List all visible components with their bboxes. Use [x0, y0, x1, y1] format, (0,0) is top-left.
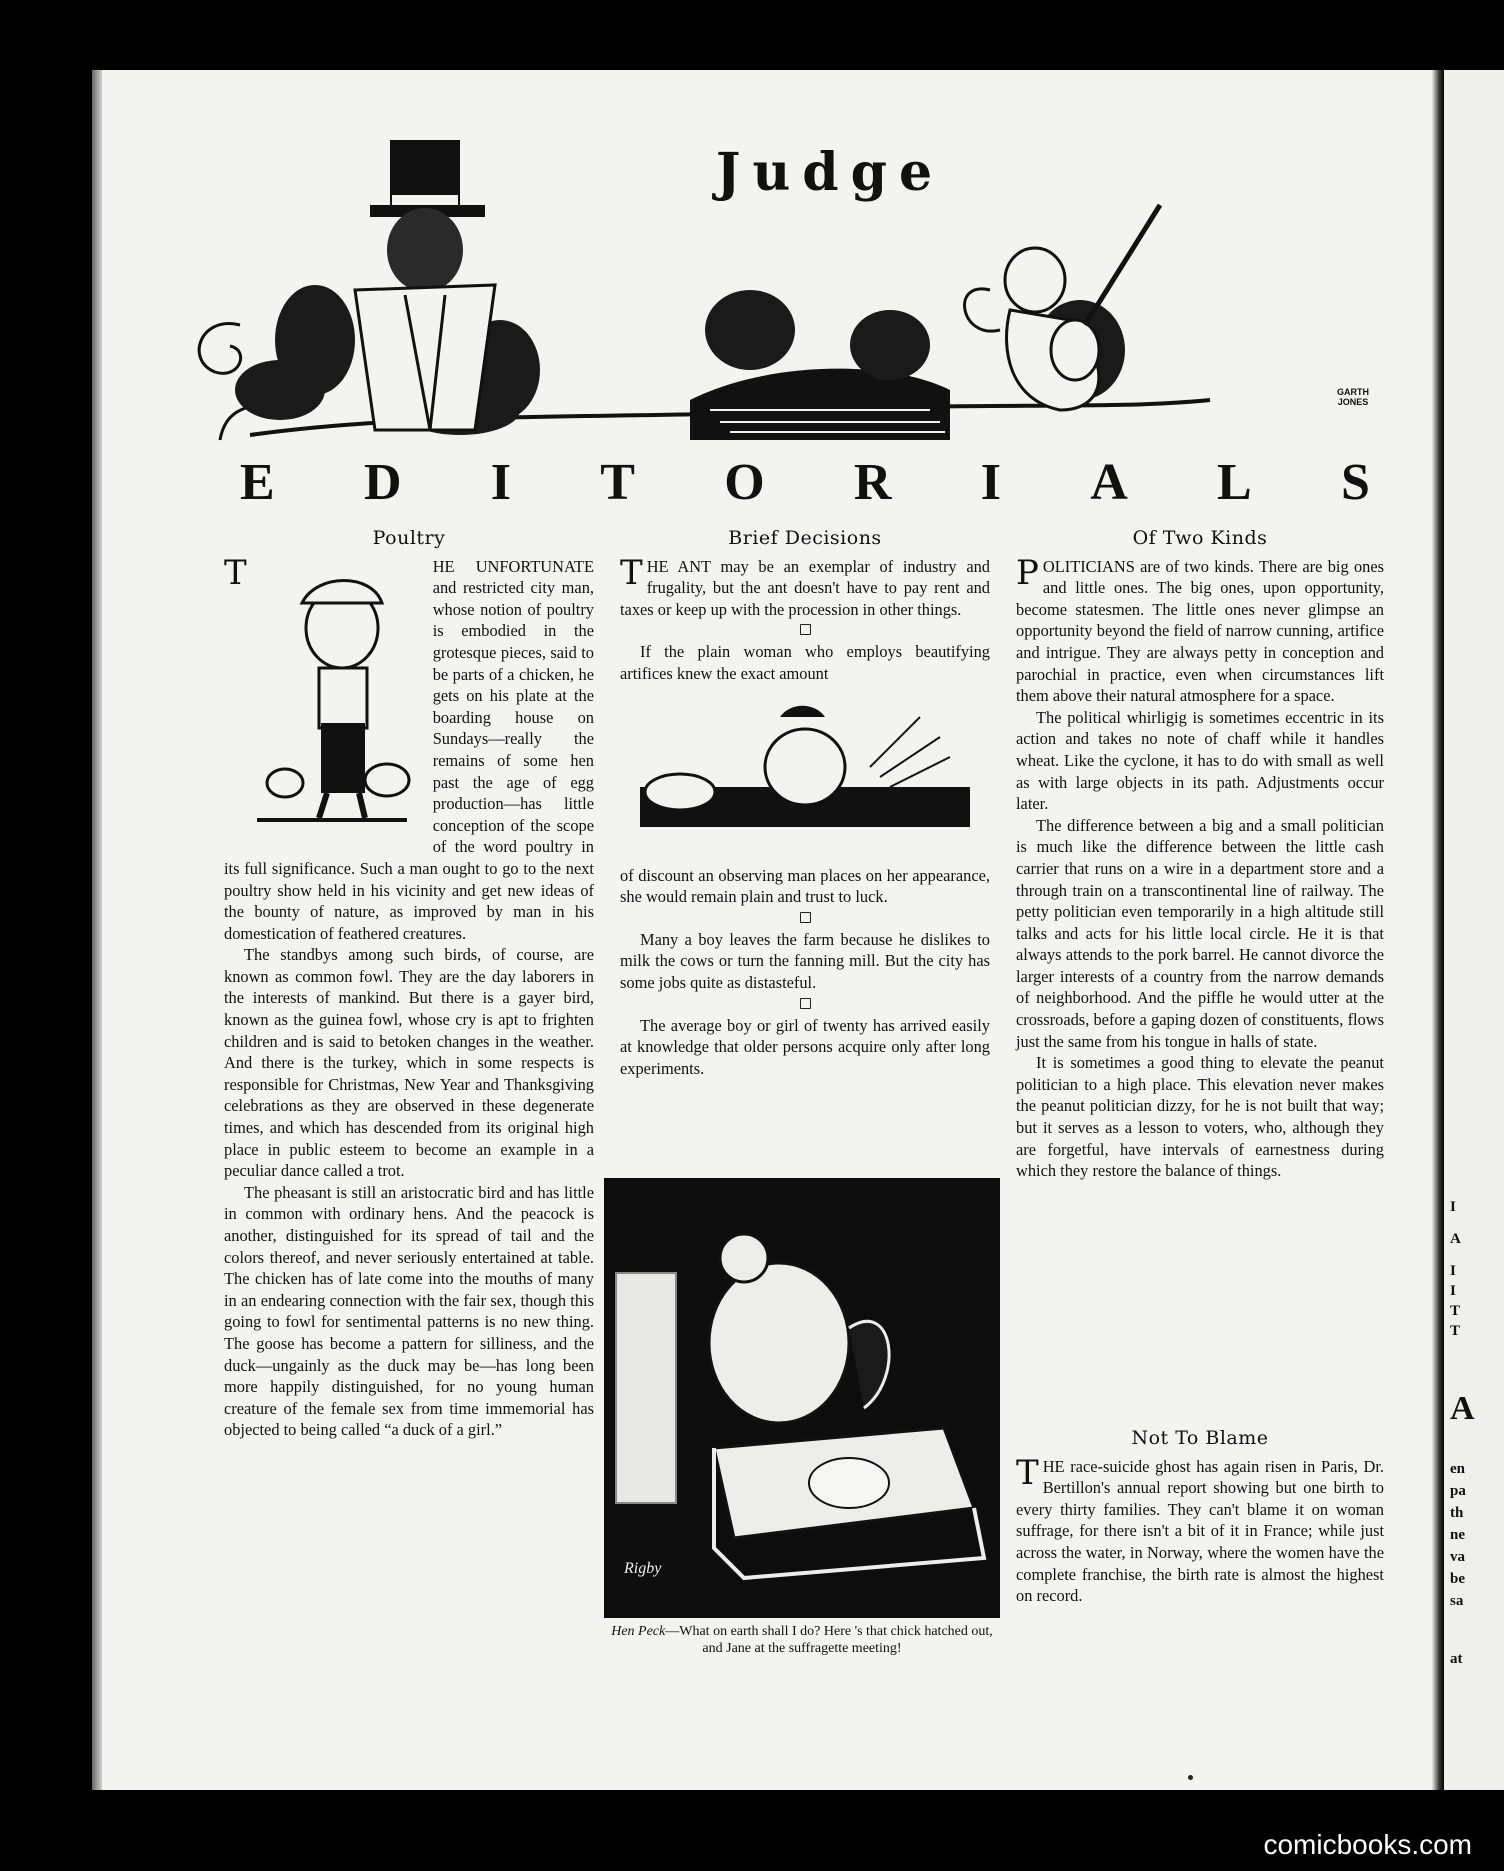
drop-cap: T [224, 552, 247, 593]
editorial-paragraph [1016, 1452, 1384, 1607]
editorial-heading: Not To Blame [1131, 1427, 1269, 1449]
adjacent-text-fragment: va [1450, 1549, 1465, 1565]
title-letter: T [600, 453, 635, 511]
paragraph-text: HE race-suicide ghost has again risen in Paris, Dr. Bertillon's annual report showing but one birth to every thirty families. They can't blame it on woman suffrage, for there isn't a bit of it in France; while just across the water, in Norway, where the women have the complete franchise, the birth rate is almost the highest on record. [1016, 1456, 1384, 1606]
drop-cap: T [1016, 1452, 1039, 1493]
editorial-heading: Brief Decisions [728, 527, 882, 549]
title-letter: L [1217, 453, 1252, 511]
editorial-not-to-blame [1016, 1428, 1384, 1607]
editorial-heading: Of Two Kinds [1132, 527, 1268, 549]
section-title [240, 452, 1370, 512]
title-letter: E [240, 453, 275, 511]
drop-cap: P [1016, 552, 1039, 593]
field-illustration [690, 369, 950, 440]
mandolin [1051, 320, 1099, 380]
title-letter: A [1090, 453, 1128, 511]
adjacent-text-fragment: T [1450, 1323, 1461, 1339]
editorial-brief-decisions [620, 528, 990, 1079]
cartoon-artwork [604, 1178, 1000, 1618]
editorial-paragraph [620, 552, 990, 621]
editorial-paragraph: The standbys among such birds, of course, are known as common fowl. They are the day laborers in the interests of mankind. But there is a gayer bird, known as the guinea fowl, whose cry is apt to frighten children and is said to betoken changes in the weather. And there is the turkey, which in some respects is responsible for Christmas, New Year and Thanksgiving celebrations as they are observed in these degenerate times, and which has descended from its original high place in public esteem to become an example in a peculiar dance called a trot. [224, 945, 594, 1181]
cartoon-caption [604, 1623, 1000, 1657]
adjacent-text-fragment: I [1450, 1199, 1456, 1215]
editorial-paragraph [224, 552, 594, 945]
adjacent-text-fragment: en [1450, 1461, 1465, 1477]
uncle-sam-figure [355, 140, 495, 430]
adjacent-text-fragment: I [1450, 1283, 1456, 1299]
editorial-paragraph: The political whirligig is sometimes eccentric in its action and takes no note of chaff while it handles wheat. Like the cyclone, it has to do with small as well as with large objects in its path. Adjustments occur later. [1016, 707, 1384, 814]
scroll-ornament-left [199, 324, 240, 374]
hen-peck-cartoon [604, 1178, 1000, 1618]
editorial-paragraph: The difference between a big and a small politician is much like the difference between the little cash carrier that runs on a wire in a department store and a through train on a transcontinental line of railway. The petty politician even temporarily in a high altitude still talks and acts for his little local circle. He it is that always attends to the pork barrel. He cannot divorce the larger interests of a country from the narrow demands of neighborhood. And the piffle he would utter at the crossroads, before a gaping dozen of constituents, flows just the same from his tongue in halls of state. [1016, 815, 1384, 1051]
adjacent-text-fragment: A [1450, 1231, 1461, 1247]
editorial-paragraph: If the plain woman who employs beautifying artifices knew the exact amount [620, 642, 990, 683]
section-separator-icon [800, 998, 811, 1009]
drop-cap: T [620, 552, 643, 593]
masthead-banner-illustration [130, 110, 1230, 450]
adjacent-text-fragment: th [1450, 1505, 1464, 1521]
adjacent-page-edge [1444, 70, 1504, 1790]
editorial-paragraph: It is sometimes a good thing to elevate the peanut politician to a high place. This elevation never makes the peanut politician dizzy, for he is not built that way; but it serves as a lesson to voters, who, although they are forgetful, have intervals of earnestness during which they restore the balance of things. [1016, 1053, 1384, 1181]
masthead-title: Judge [715, 142, 945, 203]
adjacent-text-fragment: I [1450, 1263, 1456, 1279]
editorial-paragraph: Many a boy leaves the farm because he dislikes to milk the cows or turn the fanning mill. But the city has some jobs quite as distasteful. [620, 929, 990, 992]
editorial-heading: Poultry [372, 527, 446, 549]
title-letter: S [1340, 453, 1370, 511]
adjacent-text-fragment: at [1450, 1651, 1463, 1667]
boy-with-poultry-illustration [247, 558, 427, 836]
editorial-paragraph: The pheasant is still an aristocratic bird and has little in common with ordinary hens. And the peacock is another, distinguished for its spread of tail and the colors thereof, and never seriously entertained at table. The chicken has of late come into the mouths of many in an endearing connection with the fair sex, though this going to fowl for sentimental patterns is no new thing. The goose has become a pattern for silliness, and the duck—ungainly as the duck may be—has long been more happily distinguished, for no young human creature of the female sex from time immemorial has objected to being called “a duck of a girl.” [224, 1182, 594, 1440]
page-fold [1432, 70, 1444, 1790]
adjacent-text-fragment: T [1450, 1303, 1461, 1319]
artist-signature: Rigby [624, 1560, 662, 1577]
adjacent-text-fragment: pa [1450, 1483, 1466, 1499]
paragraph-text: OLITICIANS are of two kinds. There are big ones and little ones. The big ones, upon opportunity, become statesmen. The little ones never glimpse an opportunity beyond the field of narrow cunning, artifice and intrigue. They are always petty in conception and parochial in practice, even when circumstances lift them above their natural atmosphere for a space. [1016, 556, 1384, 706]
title-letter: O [724, 453, 765, 511]
caption-speaker: Hen Peck [611, 1624, 666, 1639]
page-speck [1188, 1775, 1193, 1780]
adjacent-text-fragment: A [1450, 1390, 1475, 1427]
page-spine [92, 70, 102, 1790]
title-letter: R [853, 453, 892, 511]
source-watermark: comicbooks.com [1263, 1829, 1472, 1860]
section-separator-icon [800, 912, 811, 923]
title-letter: I [490, 453, 511, 511]
title-letter: I [980, 453, 1001, 511]
caption-text: —What on earth shall I do? Here 's that chick hatched out, and Jane at the suffragette meeting! [665, 1624, 993, 1656]
adjacent-text-fragment: be [1450, 1571, 1465, 1587]
paragraph-text: HE UNFORTUNATE and restricted city man, whose notion of poultry is embodied in the grotesque pieces, said to be parts of a chicken, he gets on his plate at the boarding house on Sundays—really the remains of some hen past the age of egg production—has little conception of the scope of the word poultry in its full significance. Such a man ought to go to the next poultry show held in his vicinity and get new ideas of the bounty of nature, as improved by man in his domestication of feathered creatures. [224, 556, 594, 943]
editorial-paragraph: of discount an observing man places on her appearance, she would remain plain and trust to luck. [620, 865, 990, 907]
editorial-poultry [224, 528, 594, 1441]
editorial-paragraph: The average boy or girl of twenty has arrived easily at knowledge that older persons acquire only after long experiments. [620, 1015, 990, 1078]
paragraph-text: HE ANT may be an exemplar of industry and frugality, but the ant doesn't have to pay rent and taxes or keep up with the procession in other things. [620, 556, 990, 619]
adjacent-text-fragment: sa [1450, 1593, 1464, 1609]
rooster-cartoon-illustration [620, 697, 990, 847]
adjacent-text-fragment: ne [1450, 1527, 1465, 1543]
editorial-of-two-kinds [1016, 528, 1384, 1182]
title-letter: D [363, 453, 402, 511]
artist-credit: GARTH JONES [1337, 387, 1369, 407]
editorial-paragraph [1016, 552, 1384, 707]
section-separator-icon [800, 624, 811, 635]
